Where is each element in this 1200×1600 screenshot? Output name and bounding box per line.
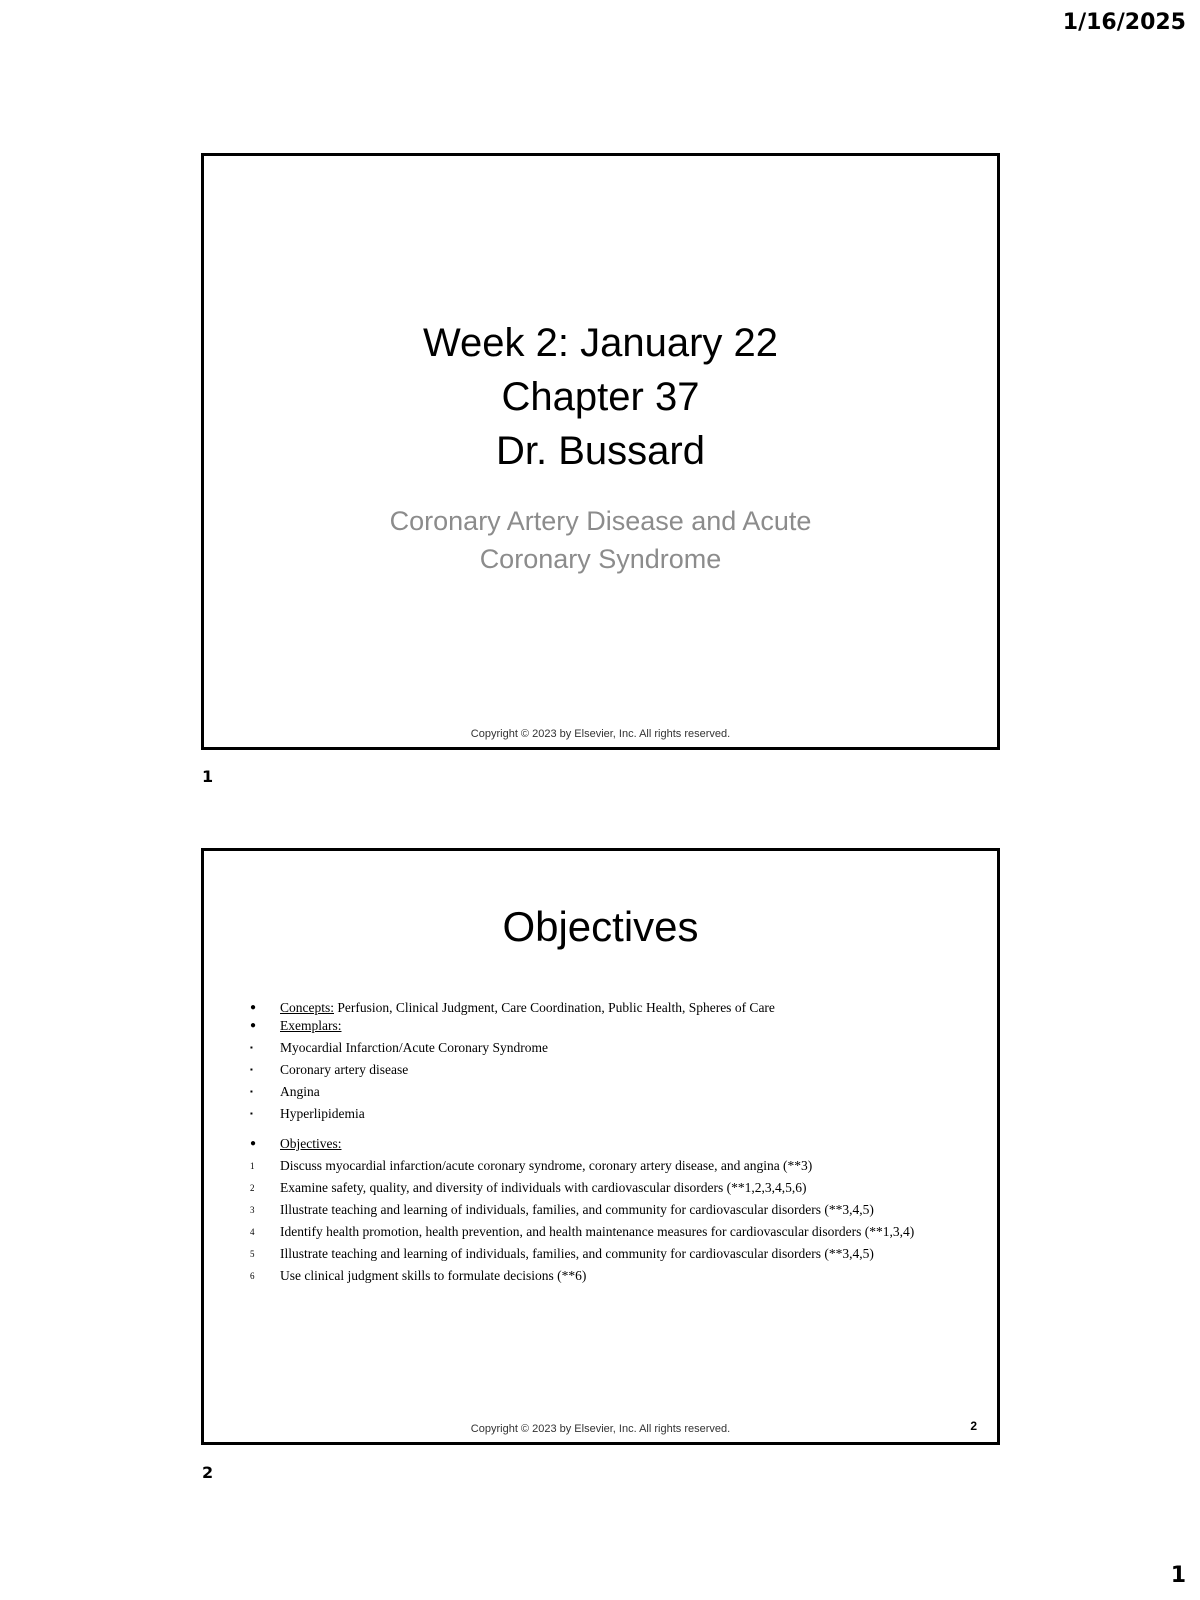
slide-title bbox=[204, 316, 997, 478]
subtitle-line-2: Coronary Syndrome bbox=[479, 544, 722, 574]
copyright-notice: Copyright © 2023 by Elsevier, Inc. All rights reserved. bbox=[470, 1423, 731, 1435]
title-line-chapter: Chapter 37 bbox=[501, 375, 700, 419]
concepts-item bbox=[246, 999, 961, 1017]
slide-subtitle bbox=[204, 502, 997, 578]
objective-item: 4 Identify health promotion, health prevention, and health maintenance measures for cardiovascular disorders (**1,3,4) bbox=[246, 1223, 961, 1241]
objective-number: 1 bbox=[250, 1161, 255, 1171]
concepts-text: Perfusion, Clinical Judgment, Care Coordination, Public Health, Spheres of Care bbox=[334, 1000, 775, 1015]
objective-number: 4 bbox=[250, 1227, 255, 1237]
bullet-icon: ● bbox=[250, 1020, 257, 1031]
exemplars-heading bbox=[246, 1017, 961, 1035]
exemplar-item: ▪ Myocardial Infarction/Acute Coronary Syndrome bbox=[246, 1039, 961, 1057]
copyright-notice: Copyright © 2023 by Elsevier, Inc. All rights reserved. bbox=[470, 728, 731, 740]
page-date: 1/16/2025 bbox=[1062, 10, 1186, 35]
objective-number: 6 bbox=[250, 1271, 255, 1281]
objective-number: 3 bbox=[250, 1205, 255, 1215]
slide-title: Objectives bbox=[502, 903, 699, 950]
slide-2 bbox=[201, 848, 1000, 1445]
exemplar-item: ▪ Angina bbox=[246, 1083, 961, 1101]
objective-item: 2 Examine safety, quality, and diversity of individuals with cardiovascular disorders (**1,2,3,4,5,6) bbox=[246, 1179, 961, 1197]
exemplars-label: Exemplars: bbox=[280, 1018, 342, 1033]
sub-bullet-icon: ▪ bbox=[250, 1043, 253, 1052]
objective-item: 5 Illustrate teaching and learning of individuals, families, and community for cardiovascular disorders (**3,4,5) bbox=[246, 1245, 961, 1263]
slide-label-2: 2 bbox=[202, 1463, 214, 1482]
concepts-label: Concepts: bbox=[280, 1000, 334, 1015]
bullet-icon: ● bbox=[250, 1138, 257, 1149]
objective-number: 5 bbox=[250, 1249, 255, 1259]
objective-number: 2 bbox=[250, 1183, 255, 1193]
slide-number: 2 bbox=[970, 1419, 977, 1433]
slide-1 bbox=[201, 153, 1000, 750]
objective-item: 1 Discuss myocardial infarction/acute coronary syndrome, coronary artery disease, and angina (**3) bbox=[246, 1157, 961, 1175]
title-line-week: Week 2: January 22 bbox=[422, 321, 779, 365]
objective-item: 3 Illustrate teaching and learning of individuals, families, and community for cardiovascular disorders (**3,4,5) bbox=[246, 1201, 961, 1219]
bullet-icon: ● bbox=[250, 1002, 257, 1013]
objectives-list bbox=[246, 999, 961, 1285]
subtitle-line-1: Coronary Artery Disease and Acute bbox=[389, 506, 812, 536]
title-line-instructor: Dr. Bussard bbox=[496, 429, 705, 473]
exemplar-item: ▪ Hyperlipidemia bbox=[246, 1105, 961, 1123]
objectives-label: Objectives: bbox=[280, 1136, 342, 1151]
objective-item: 6 Use clinical judgment skills to formulate decisions (**6) bbox=[246, 1267, 961, 1285]
page-number: 1 bbox=[1170, 1563, 1186, 1588]
sub-bullet-icon: ▪ bbox=[250, 1087, 253, 1096]
slide-label-1: 1 bbox=[202, 767, 214, 786]
objectives-heading bbox=[246, 1135, 961, 1153]
exemplar-item: ▪ Coronary artery disease bbox=[246, 1061, 961, 1079]
sub-bullet-icon: ▪ bbox=[250, 1109, 253, 1118]
sub-bullet-icon: ▪ bbox=[250, 1065, 253, 1074]
